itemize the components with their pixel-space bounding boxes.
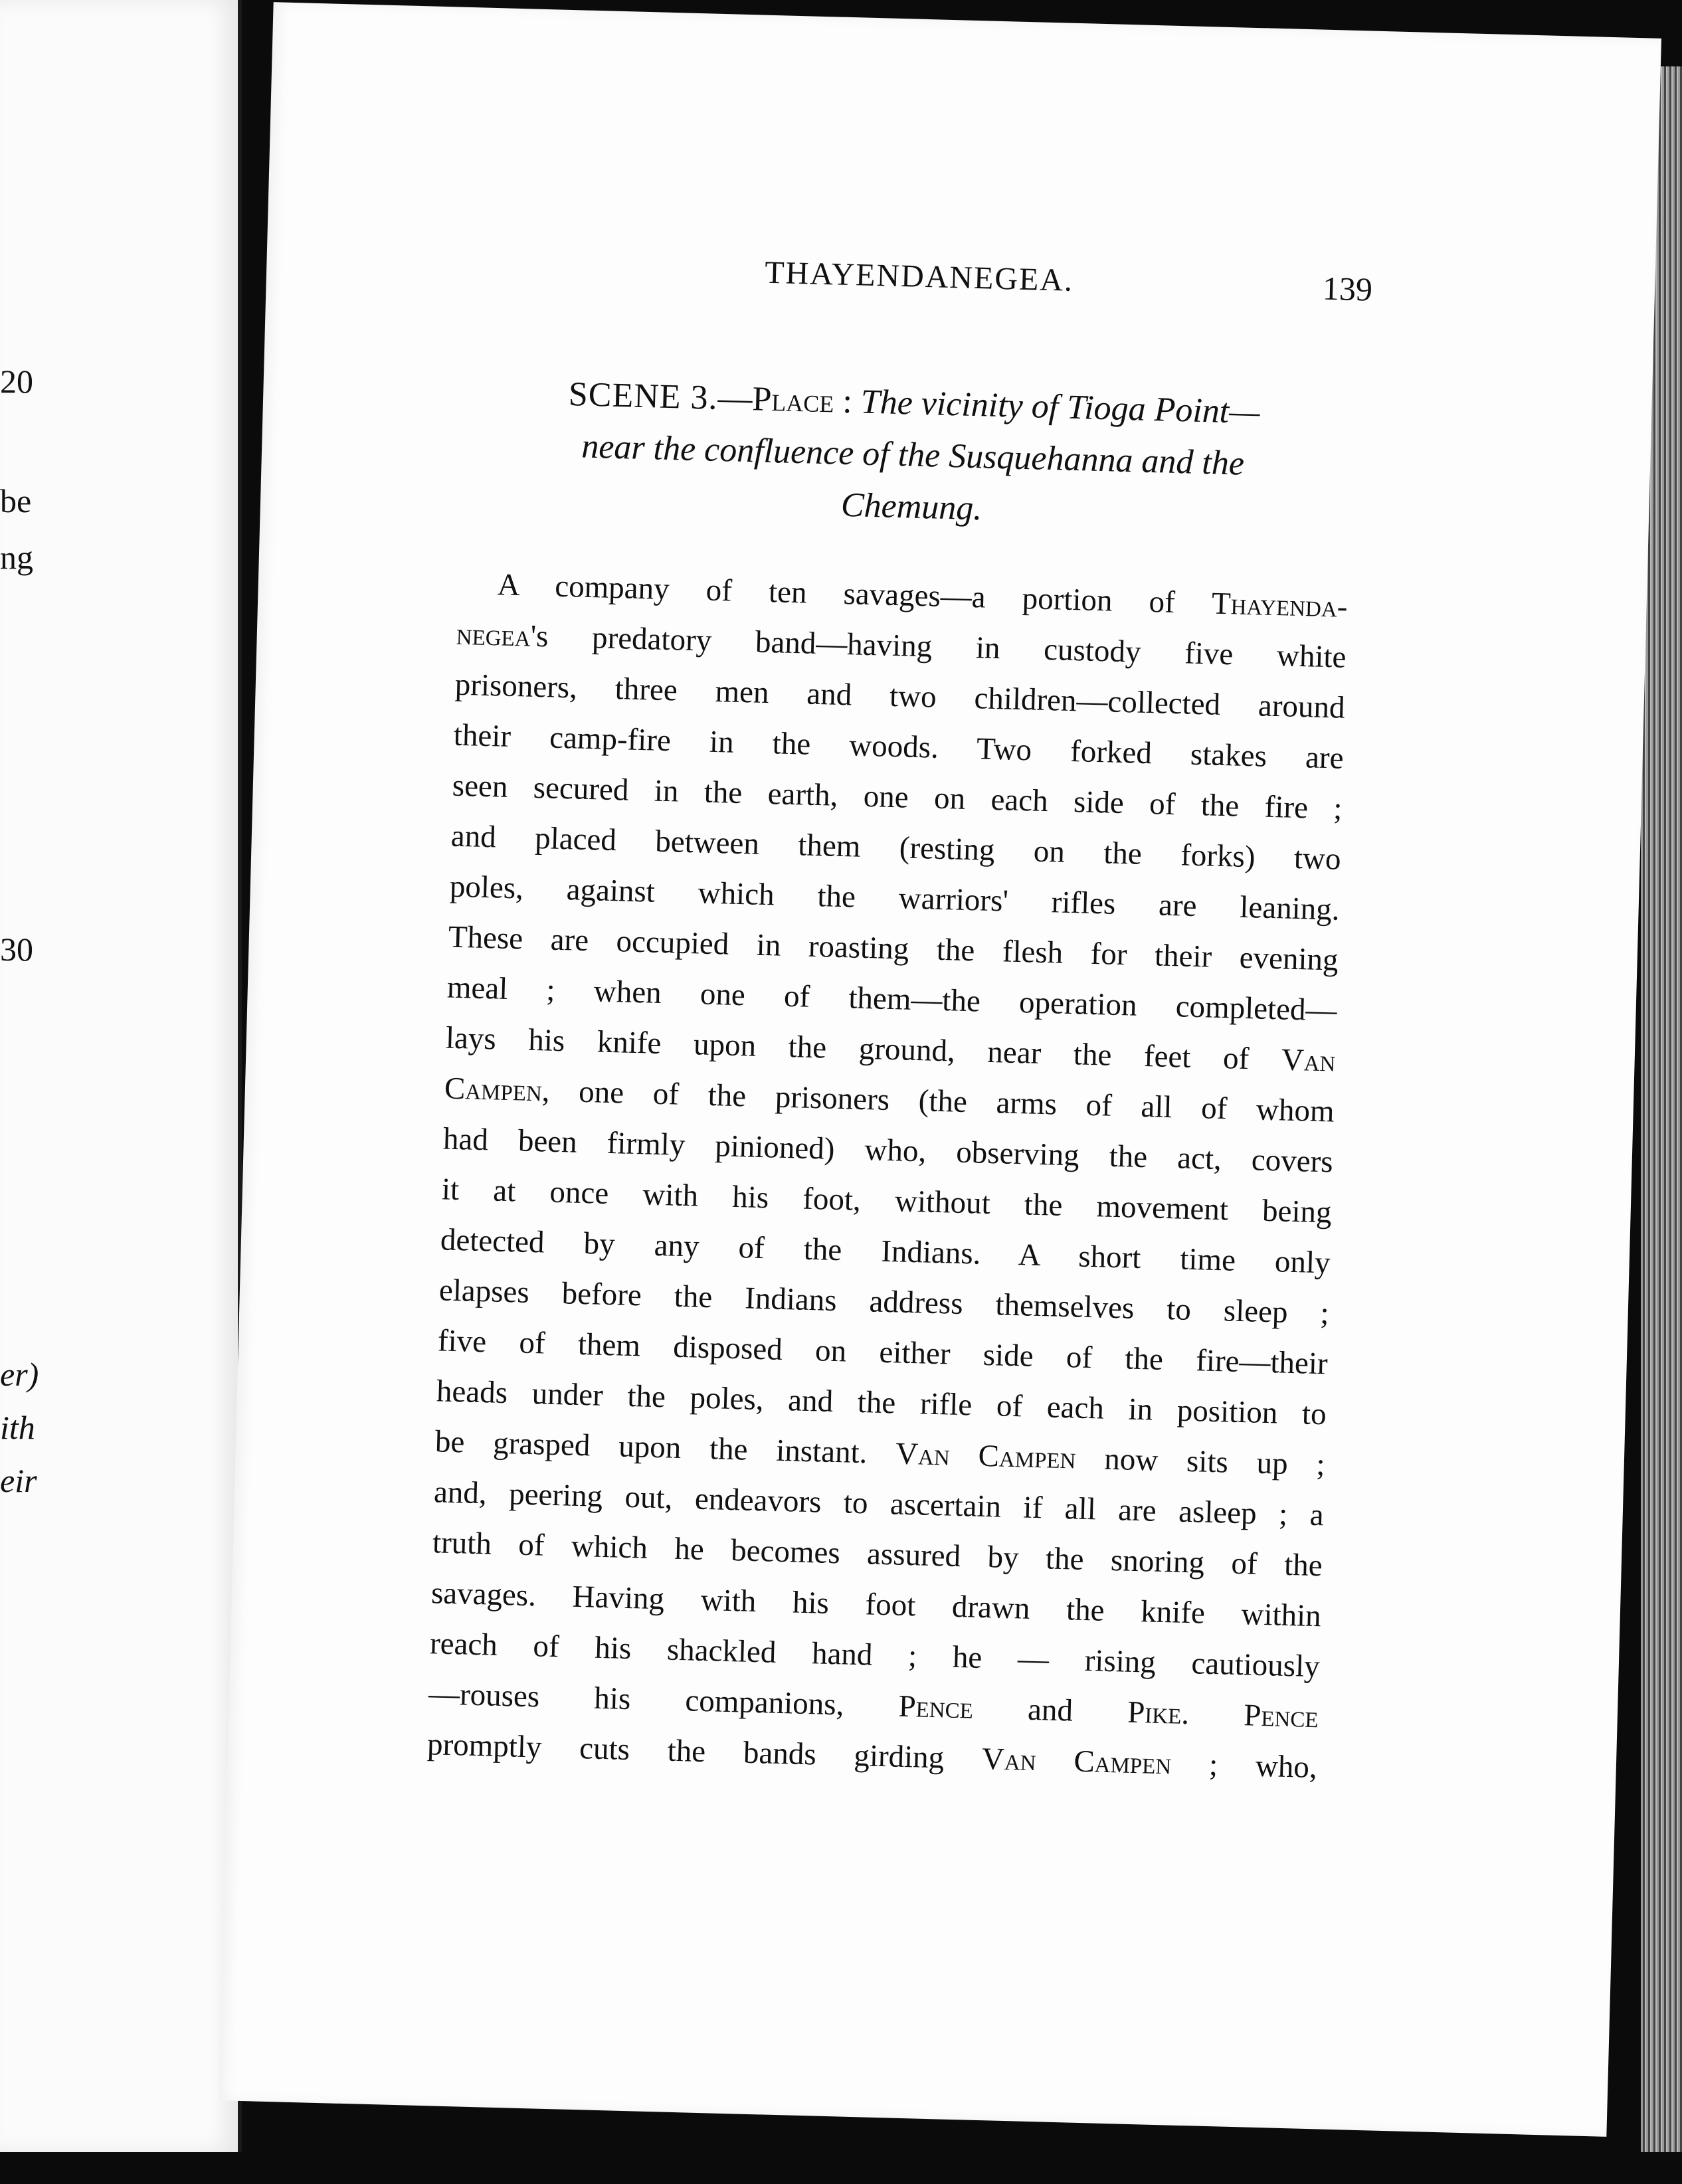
small-caps-name: negea [456, 616, 531, 654]
body-text-run: These are occupied in roasting the flesh for their evening [448, 919, 1339, 978]
body-text-run: be grasped upon the instant. [434, 1424, 896, 1471]
small-caps-name: Pence [897, 1688, 974, 1726]
body-text-run: reach of his shackled hand ; he — rising cautiously [429, 1626, 1321, 1684]
body-text-run: detected by any of the Indians. A short time only [440, 1222, 1331, 1281]
running-title: THAYENDANEGEA. [764, 254, 1074, 298]
scene-line-3: Chemung. [840, 486, 983, 528]
left-fragment-3: ng [0, 539, 33, 576]
body-text-run: , one of the prisoners (the arms of all of whom [541, 1073, 1335, 1129]
left-fragment-4: 30 [0, 931, 33, 968]
left-fragment-7: eir [0, 1462, 37, 1499]
scene-colon: : [833, 382, 862, 421]
body-text-run: now sits up ; [1075, 1441, 1326, 1483]
body-text-run: promptly cuts the bands girding [426, 1727, 982, 1776]
left-fragment-6: ith [0, 1409, 35, 1446]
body-text-run: ; who, [1170, 1746, 1318, 1785]
scene-dash: — [717, 379, 753, 418]
body-text-run: and placed between them (resting on the forks) two [450, 818, 1342, 877]
body-text-run: prisoners, three men and two children—collected around [454, 667, 1346, 725]
body-text-run: lays his knife upon the ground, near the feet of [445, 1020, 1282, 1077]
small-caps-name: Pence [1243, 1698, 1319, 1735]
body-text-run: truth of which he becomes assured by the snoring of the [432, 1525, 1323, 1584]
small-caps-name: Van [1281, 1042, 1337, 1079]
small-caps-name: Campen [444, 1071, 543, 1109]
body-text-run: their camp-fire in the woods. Two forked stakes are [453, 717, 1345, 776]
body-text-run: seen secured in the earth, one on each side of the fire ; [452, 768, 1343, 826]
body-text-run: poles, against which the warriors' rifles are leaning. [449, 869, 1341, 927]
left-page-fragment [0, 0, 242, 2152]
body-text-run: five of them disposed on either side of the fire—their [437, 1323, 1329, 1382]
body-text-run: had been firmly pinioned) who, observing the act, covers [442, 1121, 1334, 1180]
body-text-run [1188, 1696, 1244, 1732]
page-number: 139 [1322, 269, 1373, 308]
body-text-run: heads under the poles, and the rifle of each in position to [436, 1374, 1327, 1432]
body-text-run: savages. Having with his foot drawn the knife within [430, 1576, 1322, 1634]
body-text [426, 559, 1348, 1793]
left-fragment-1: 20 [0, 363, 33, 400]
body-text-run: —rouses his companions, [428, 1677, 899, 1724]
body-text-run: elapses before the Indians address themselves to sleep ; [438, 1273, 1330, 1331]
left-fragment-5: er) [0, 1356, 39, 1393]
body-text-run: and, peering out, endeavors to ascertain if all are asleep ; a [433, 1475, 1325, 1533]
body-text-run: meal ; when one of them—the operation completed— [446, 970, 1338, 1028]
body-text-run: 's predatory band—having in custody five white [529, 618, 1347, 675]
scene-line-1: The vicinity of Tioga Point— [860, 383, 1261, 432]
small-caps-name: Pike. [1127, 1694, 1190, 1732]
small-caps-name: Van Campen [981, 1742, 1172, 1781]
left-fragment-2: be [0, 482, 32, 519]
small-caps-name: Van Campen [895, 1436, 1077, 1476]
scene-label: SCENE 3. [568, 375, 719, 417]
right-page [219, 2, 1661, 2137]
body-text-run: it at once with his foot, without the movement being [441, 1172, 1333, 1230]
small-caps-name: Thayenda- [1211, 586, 1349, 624]
body-text-run: A company of ten savages—a portion of [497, 567, 1212, 621]
place-label: Place [751, 380, 835, 420]
scene-line-2: near the confluence of the Susquehanna and the [581, 427, 1245, 483]
body-text-run: and [973, 1690, 1128, 1730]
scene-heading [466, 366, 1360, 545]
